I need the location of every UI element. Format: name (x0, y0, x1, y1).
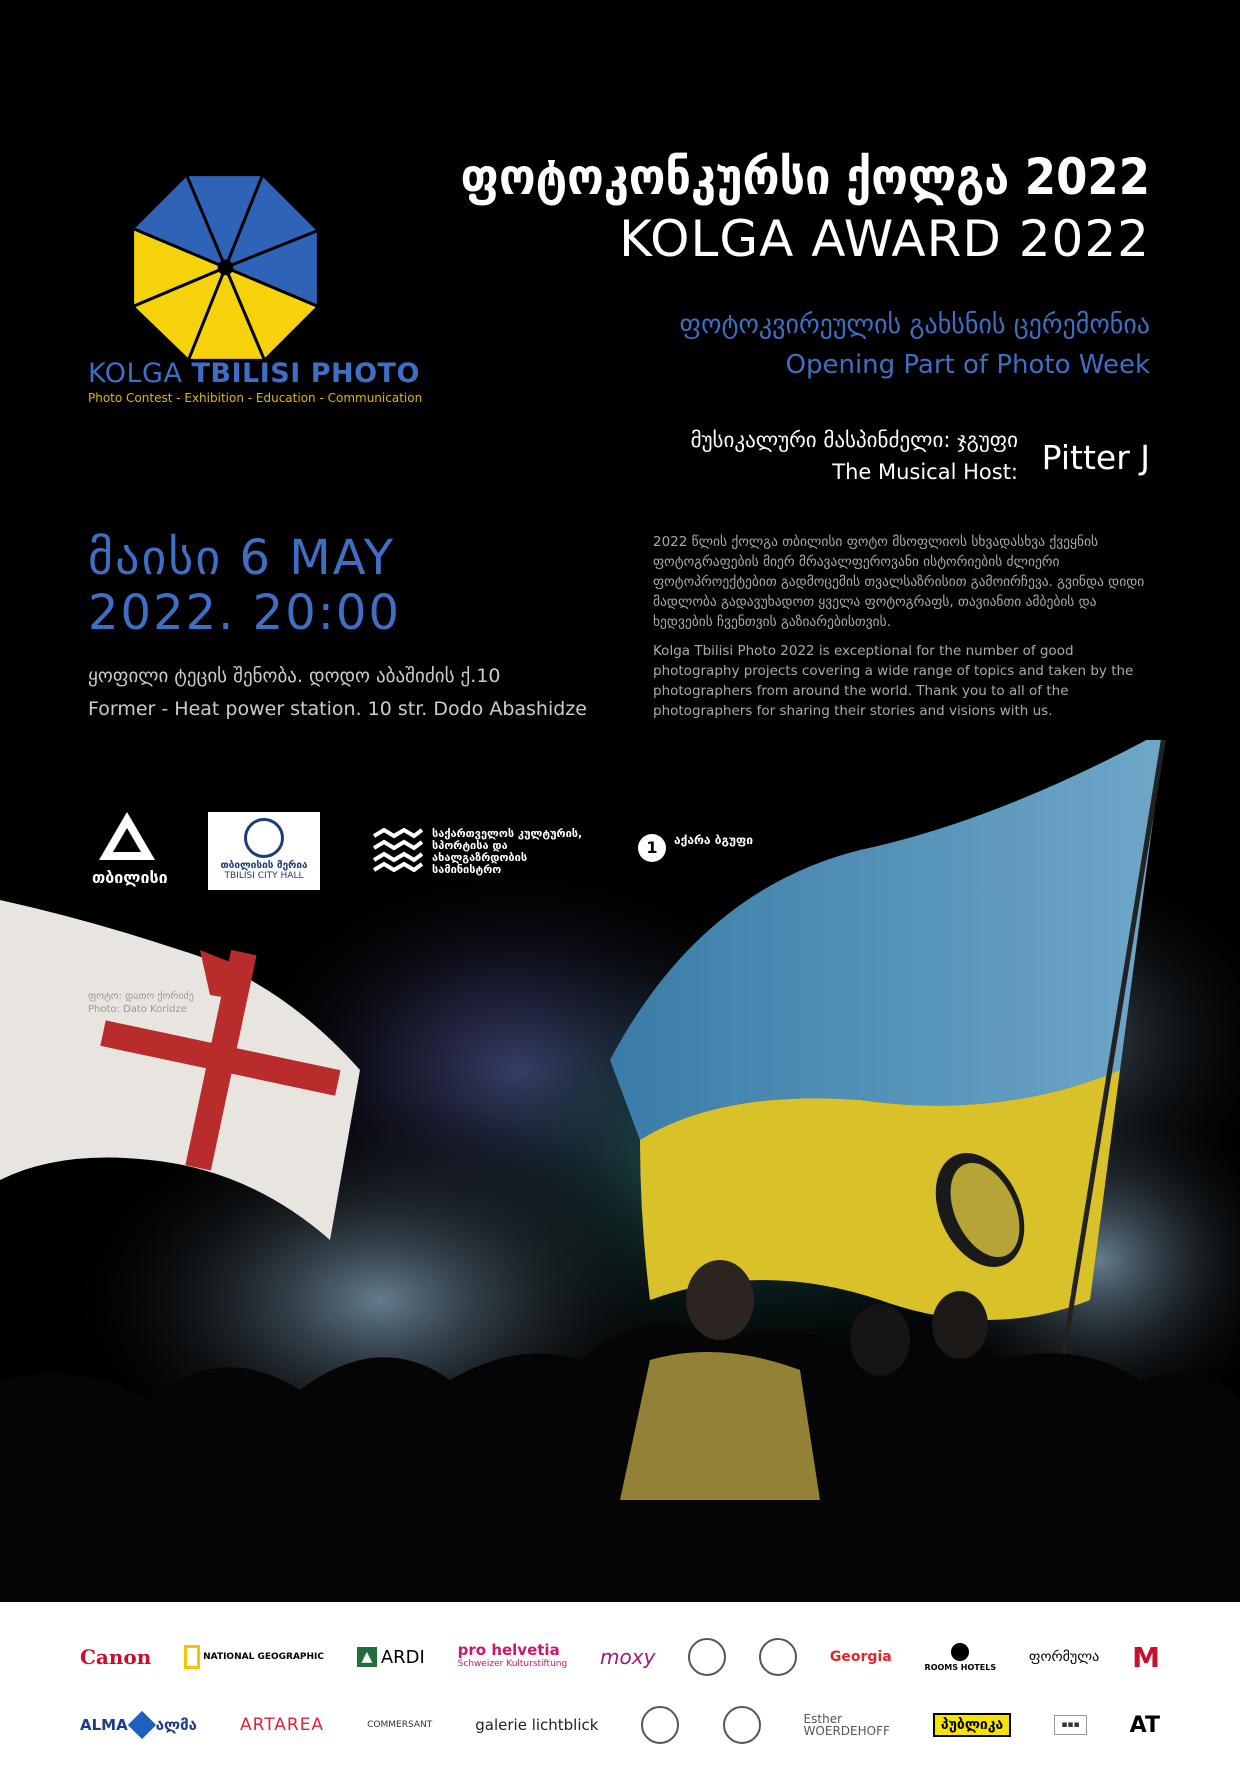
keyhole-icon (951, 1643, 969, 1661)
description-georgian: 2022 წლის ქოლგა თბილისი ფოტო მსოფლიოს სხვადასხვა ქვეყნის ფოტოგრაფების მიერ მრავალფეროვანი ისტორიების ძლიერი ფოტოპროექტებით გადმოცემის თვალსაზრისით გამოირჩევა. გვინდა დიდი მადლობა გადავუხადოთ ყველა ფოტოგრაფს, თავიანთი ამბების და ხედვების ჩვენთვის გაზიარებისთვის. (653, 534, 1145, 630)
sponsor-rooms-label: ROOMS HOTELS (924, 1662, 997, 1672)
photo-credit (88, 990, 194, 1016)
brand-block (88, 358, 422, 405)
sponsor-natgeo-label: NATIONAL GEOGRAPHIC (203, 1652, 324, 1662)
sponsor-row-2 (80, 1700, 1160, 1750)
alma-diamond-icon (128, 1711, 156, 1739)
museum-emblem-icon (641, 1706, 679, 1744)
title-georgian: ფოტოკონკურსი ქოლგა 2022 (460, 148, 1150, 206)
sponsor-canon: Canon (80, 1645, 152, 1669)
description-english: Kolga Tbilisi Photo 2022 is exceptional for the number of good photography projects covering a wide range of topics and taken by the photographers from around the world. Thank you to all of the photographers for sharing their stories and visions with us. (653, 643, 1134, 719)
city-hall-label-ka: თბილისის მერია (220, 860, 308, 871)
partner-tbilisi-label: თბილისი (92, 868, 168, 887)
sponsor-ardi (357, 1647, 425, 1668)
akara-label: აქარა ბგუფი (674, 833, 754, 847)
photo-credit-ka: ფოტო: დათო ქორიძე (88, 991, 194, 1002)
sponsor-moxy: moxy (600, 1645, 656, 1669)
sponsor-artarea: ARTAREA (239, 1715, 325, 1735)
royal-emblem-icon (759, 1638, 797, 1676)
sponsor-commersant: COMMERSANT (367, 1720, 433, 1730)
sponsor-strip (0, 1602, 1240, 1772)
akara-number-badge: 1 (638, 834, 666, 862)
sponsor-alma (80, 1715, 197, 1735)
natgeo-frame-icon (184, 1645, 200, 1669)
kolga-umbrella-logo (118, 160, 333, 375)
brand-name (88, 358, 422, 389)
sponsor-at: AT (1129, 1712, 1160, 1738)
sponsor-formula: ფორმულა (1028, 1649, 1100, 1665)
sponsor-rooms-hotels (925, 1643, 997, 1672)
title-english: KOLGA AWARD 2022 (619, 210, 1150, 268)
sponsor-m: M (1132, 1640, 1160, 1674)
sponsor-esther-label: Esther (803, 1712, 843, 1726)
sponsor-woerdehoff-label: WOERDEHOFF (803, 1724, 890, 1738)
subtitle-georgian: ფოტოკვირეულის გახსნის ცერემონია (679, 310, 1150, 340)
sponsor-alma-ka: ალმა (155, 1716, 197, 1734)
sponsor-ardi-label: ARDI (380, 1646, 425, 1668)
brand-name-light: KOLGA (88, 358, 183, 389)
sponsor-national-geographic (184, 1645, 324, 1669)
host-label-english: The Musical Host: (832, 460, 1018, 484)
subtitle-english: Opening Part of Photo Week (785, 350, 1150, 380)
description (653, 532, 1153, 730)
sponsor-row-1 (80, 1632, 1160, 1682)
city-hall-seal-icon (244, 818, 284, 858)
host-label-georgian: მუსიკალური მასპინძელი: ჯგუფი (690, 428, 1018, 452)
sponsor-prohelvetia-label: pro helvetia (457, 1641, 560, 1659)
event-date: მაისი 6 MAY (88, 530, 396, 586)
ministry-label: საქართველოს კულტურის, სპორტისა და ახალგაზრდობის სამინისტრო (432, 827, 583, 876)
sponsor-pro-helvetia (458, 1643, 568, 1671)
sponsor-publika: პუბლიკა (933, 1713, 1011, 1737)
ardi-icon: ▲ (357, 1647, 377, 1667)
event-photo (0, 740, 1240, 1602)
sponsor-box-icon: ▪▪▪ (1054, 1715, 1086, 1735)
sponsor-alma-label: ALMA (80, 1716, 128, 1734)
photo-credit-en: Photo: Dato Koridze (88, 1004, 187, 1015)
partner-city-hall (208, 812, 320, 890)
ministry-waves-icon (372, 828, 424, 872)
art-palace-emblem-icon (723, 1706, 761, 1744)
sponsor-esther-woerdehoff (804, 1713, 890, 1737)
photo-illustration (0, 740, 1240, 1602)
event-time: 2022. 20:00 (88, 585, 401, 641)
address-georgian: ყოფილი ტეცის შენობა. დოდო აბაშიძის ქ.10 (88, 665, 501, 687)
partner-ministry (372, 827, 583, 876)
embassy-italy-emblem-icon (688, 1638, 726, 1676)
city-hall-label-en: TBILISI CITY HALL (224, 871, 304, 881)
tbilisi-triangle-icon (97, 810, 157, 862)
host-name: Pitter J (1041, 438, 1150, 477)
partner-tbilisi (92, 810, 168, 887)
address-english: Former - Heat power station. 10 str. Dodo Abashidze (88, 698, 587, 720)
sponsor-georgia: Georgia (829, 1649, 892, 1665)
sponsor-prohelvetia-sub: Schweizer Kulturstiftung (457, 1659, 568, 1669)
brand-name-bold: TBILISI PHOTO (191, 358, 420, 389)
sponsor-galerie-lichtblick: galerie lichtblick (475, 1716, 599, 1734)
brand-tagline: Photo Contest - Exhibition - Education - Communication (88, 391, 423, 405)
